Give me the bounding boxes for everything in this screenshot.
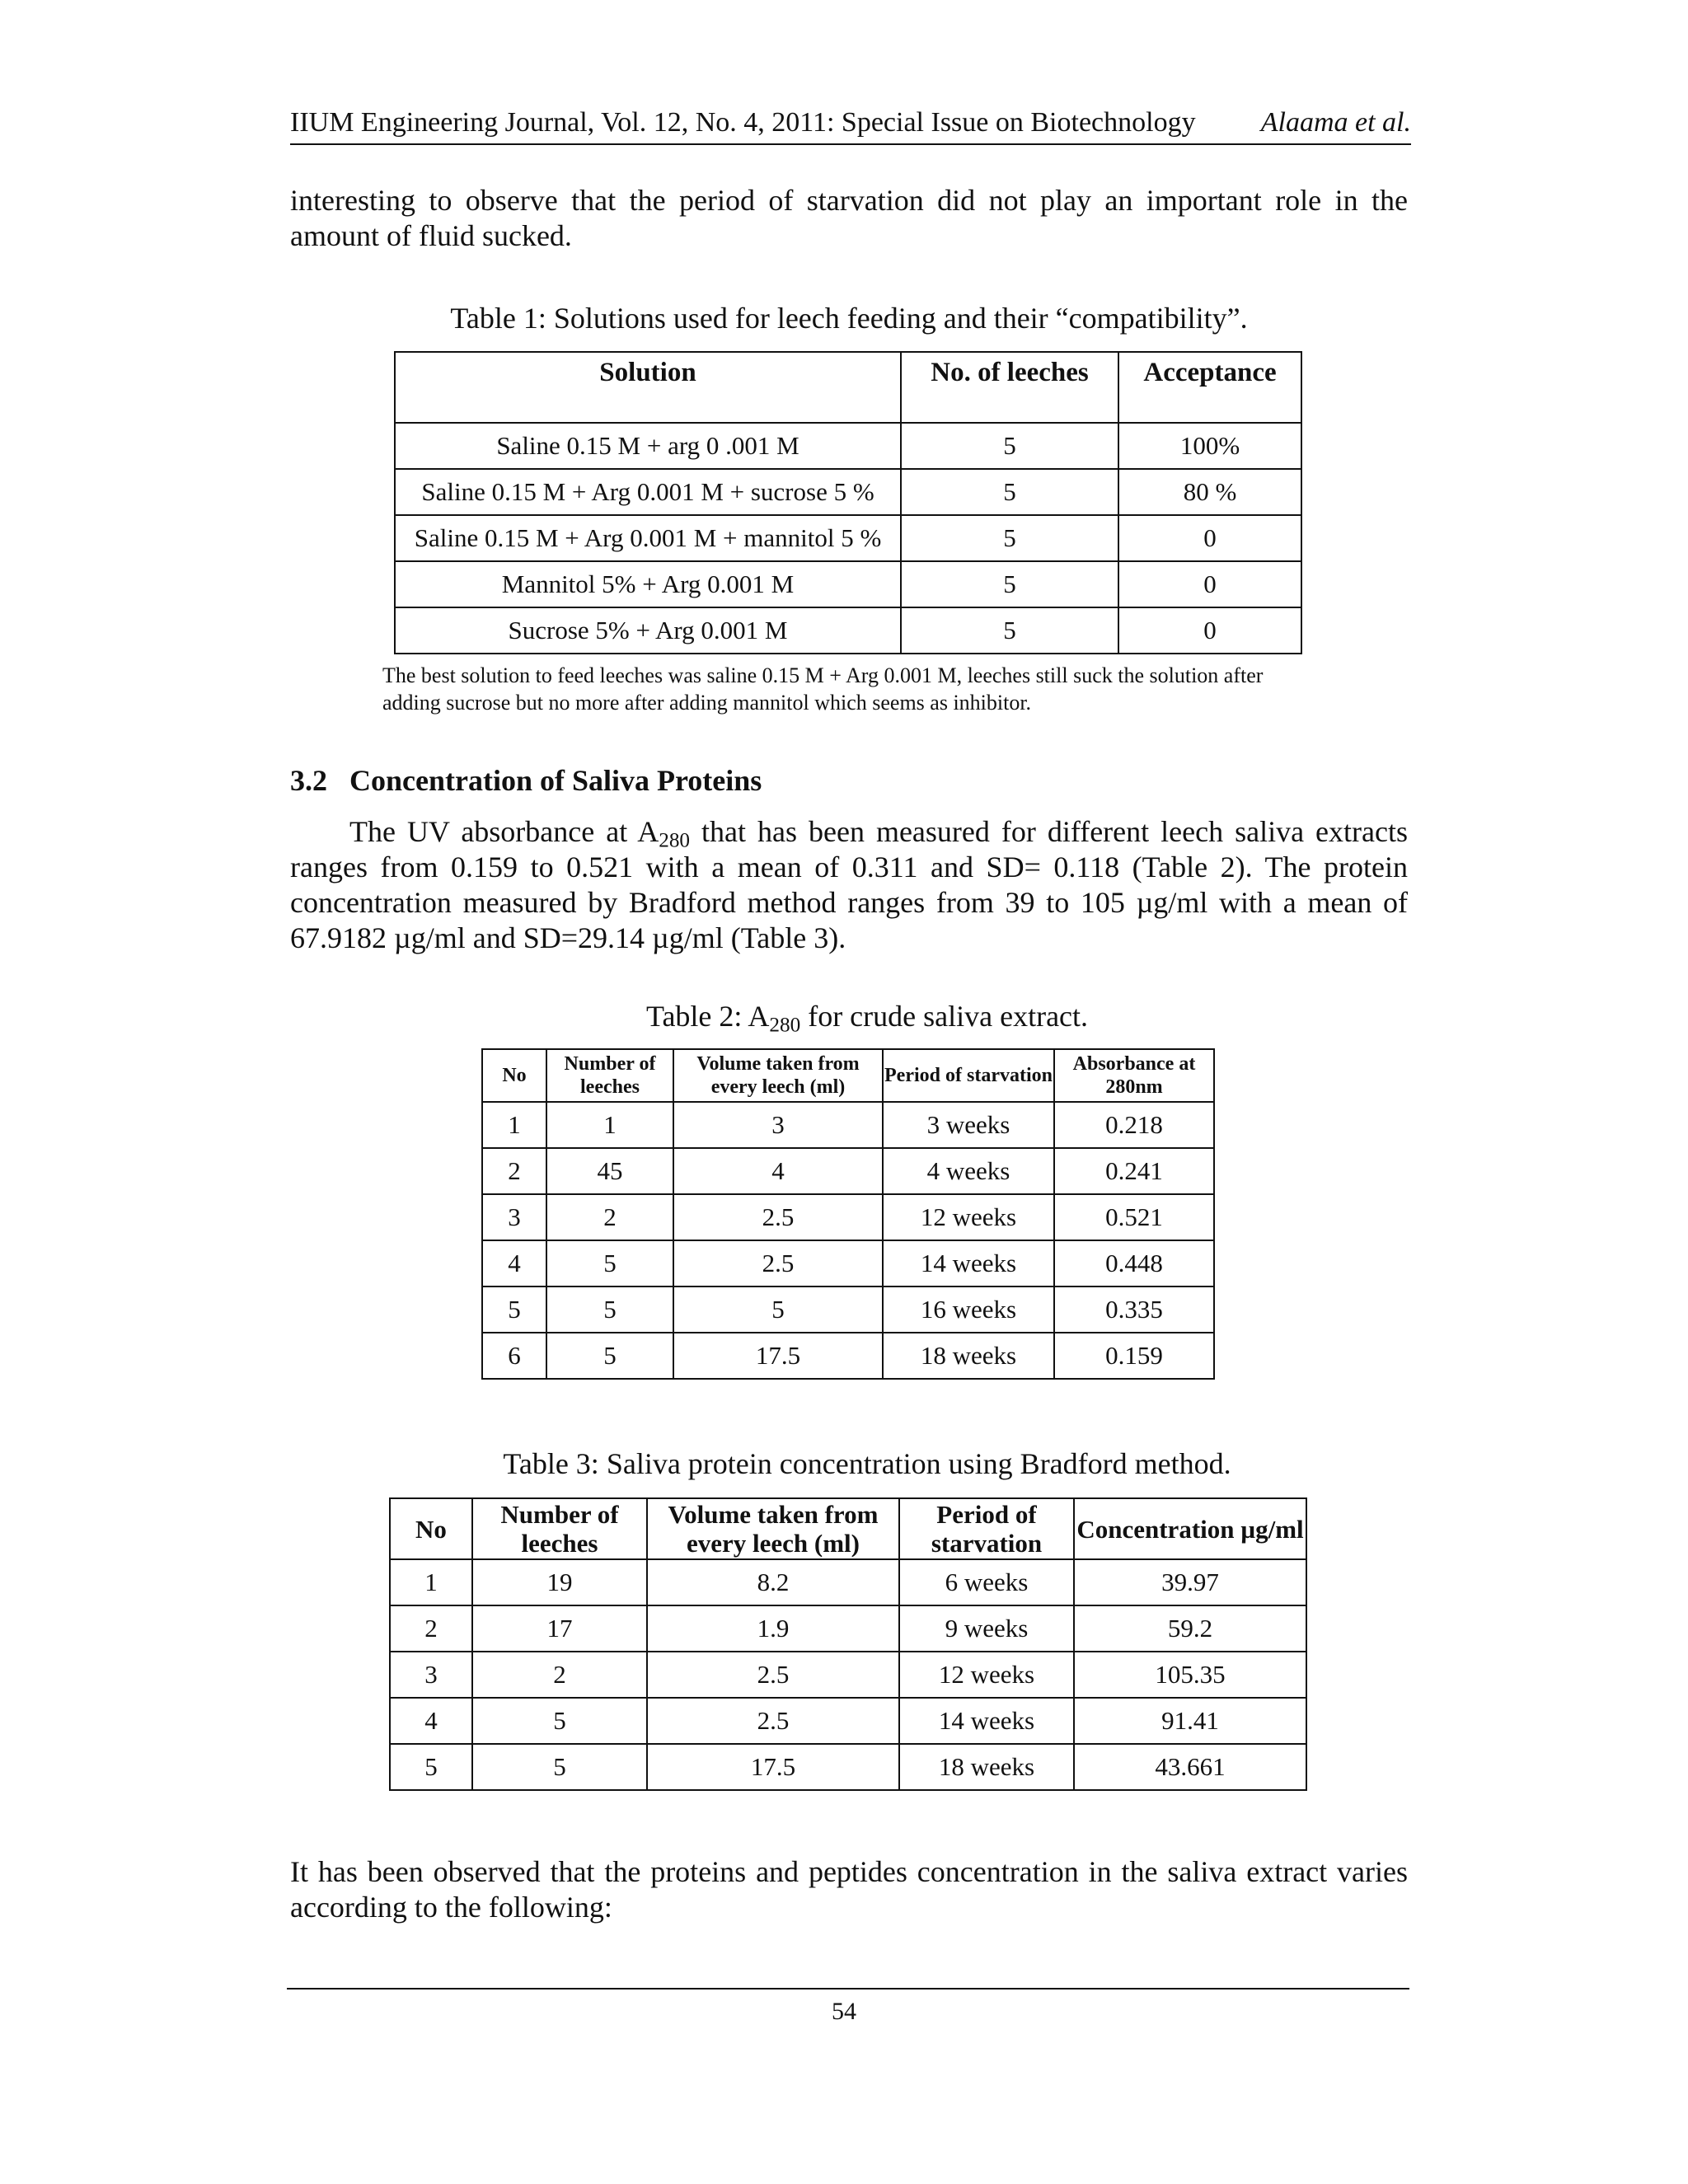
table-cell: 5: [673, 1286, 883, 1333]
table2-caption-text-2: for crude saliva extract.: [800, 1000, 1089, 1033]
table-cell: 17.5: [647, 1744, 899, 1790]
table1-header-solution: Solution: [395, 352, 901, 423]
table-cell: 0.218: [1054, 1102, 1214, 1148]
table-cell: 0: [1118, 607, 1301, 654]
table3-header-concentration: Concentration µg/ml: [1074, 1498, 1306, 1559]
table-cell: 5: [482, 1286, 546, 1333]
table-cell: 0.521: [1054, 1194, 1214, 1240]
table-cell: 19: [472, 1559, 647, 1605]
table-cell: 2.5: [647, 1698, 899, 1744]
table-cell: 5: [390, 1744, 472, 1790]
table-row: [482, 1240, 1214, 1286]
section-number: 3.2: [290, 764, 327, 797]
table-cell: 1.9: [647, 1605, 899, 1652]
table-cell: 2: [472, 1652, 647, 1698]
table-row: [395, 469, 1301, 515]
table-cell: 4: [482, 1240, 546, 1286]
table-cell: Saline 0.15 M + Arg 0.001 M + mannitol 5 %: [395, 515, 901, 561]
table3-header-row: [390, 1498, 1306, 1559]
table-cell: 12 weeks: [883, 1194, 1054, 1240]
table-cell: 3: [390, 1652, 472, 1698]
table3-header-no: No: [390, 1498, 472, 1559]
table3-header-period: Period of starvation: [899, 1498, 1074, 1559]
page-number: 54: [832, 1998, 856, 2025]
table-cell: 8.2: [647, 1559, 899, 1605]
table-cell: 2.5: [647, 1652, 899, 1698]
table-cell: 18 weeks: [899, 1744, 1074, 1790]
table-cell: 5: [472, 1744, 647, 1790]
table-cell: 1: [390, 1559, 472, 1605]
table-row: [482, 1333, 1214, 1379]
table-cell: Saline 0.15 M + arg 0 .001 M: [395, 423, 901, 469]
table-cell: 2.5: [673, 1194, 883, 1240]
table-cell: 2: [546, 1194, 673, 1240]
table3-header-volume: Volume taken from every leech (ml): [647, 1498, 899, 1559]
table3-header-leeches: Number of leeches: [472, 1498, 647, 1559]
table-cell: 0.241: [1054, 1148, 1214, 1194]
table-row: [482, 1194, 1214, 1240]
authors: Alaama et al.: [1260, 107, 1411, 138]
table1-header-acceptance: Acceptance: [1118, 352, 1301, 423]
table-cell: 18 weeks: [883, 1333, 1054, 1379]
table-row: [395, 561, 1301, 607]
table-row: [390, 1744, 1306, 1790]
table3-caption: Table 3: Saliva protein concentration using Bradford method.: [503, 1447, 1231, 1480]
table-cell: 1: [482, 1102, 546, 1148]
running-head: [290, 105, 1411, 145]
table-cell: 17: [472, 1605, 647, 1652]
table-cell: 3: [673, 1102, 883, 1148]
table2-caption-text-1: Table 2: A: [645, 1000, 770, 1033]
table-cell: 91.41: [1074, 1698, 1306, 1744]
table-row: [482, 1102, 1214, 1148]
table-cell: 9 weeks: [899, 1605, 1074, 1652]
section-paragraph: [290, 814, 1408, 956]
section-paragraph-text-1: The UV absorbance at A: [349, 815, 659, 848]
table2-header-no: No: [482, 1049, 546, 1102]
table-cell: 5: [546, 1286, 673, 1333]
table1-header-row: [395, 352, 1301, 423]
table-cell: 4: [390, 1698, 472, 1744]
table-cell: 0.335: [1054, 1286, 1214, 1333]
table-cell: 45: [546, 1148, 673, 1194]
table-row: [482, 1286, 1214, 1333]
table-cell: 5: [901, 515, 1118, 561]
table-cell: 2.5: [673, 1240, 883, 1286]
table-row: [395, 607, 1301, 654]
table-cell: 0: [1118, 561, 1301, 607]
table-cell: 5: [546, 1240, 673, 1286]
table-cell: Mannitol 5% + Arg 0.001 M: [395, 561, 901, 607]
table-cell: 5: [901, 469, 1118, 515]
table2-header-period: Period of starvation: [883, 1049, 1054, 1102]
table-cell: 43.661: [1074, 1744, 1306, 1790]
table-row: [395, 423, 1301, 469]
section-title: Concentration of Saliva Proteins: [349, 764, 762, 797]
table1-caption: Table 1: Solutions used for leech feeding and their “compatibility”.: [450, 302, 1248, 335]
table-row: [395, 515, 1301, 561]
section-paragraph-text-2: that has been measured for different leech saliva extracts ranges from 0.159 to 0.521 with a mean of 0.311 and SD= 0.118 (Table 2). The protein concentration measured by Bradford method ranges from 39 to 105 µg/ml with a mean of 67.9182 µg/ml and SD=29.14 µg/ml (Table 3).: [290, 815, 1408, 954]
table-cell: 39.97: [1074, 1559, 1306, 1605]
table3: [389, 1497, 1307, 1791]
table-row: [390, 1605, 1306, 1652]
closing-paragraph: It has been observed that the proteins and peptides concentration in the saliva extract varies according to the following:: [290, 1855, 1408, 1924]
table-cell: 2: [390, 1605, 472, 1652]
table-cell: 105.35: [1074, 1652, 1306, 1698]
table-row: [390, 1652, 1306, 1698]
table-row: [390, 1559, 1306, 1605]
subscript-280: 280: [659, 829, 691, 852]
table-cell: 4: [673, 1148, 883, 1194]
table2-caption: [290, 999, 1444, 1037]
table-cell: 0.159: [1054, 1333, 1214, 1379]
table2-caption-subscript: 280: [769, 1014, 801, 1037]
table-cell: 5: [901, 423, 1118, 469]
table-cell: 12 weeks: [899, 1652, 1074, 1698]
table-cell: 5: [901, 607, 1118, 654]
journal-title: IIUM Engineering Journal, Vol. 12, No. 4, 2011: Special Issue on Biotechnology: [290, 107, 1196, 138]
table2-header-leeches: Number of leeches: [546, 1049, 673, 1102]
footer-rule: [287, 1988, 1409, 1990]
table2: [481, 1048, 1215, 1380]
table-cell: Sucrose 5% + Arg 0.001 M: [395, 607, 901, 654]
table-cell: 0.448: [1054, 1240, 1214, 1286]
table-cell: 5: [901, 561, 1118, 607]
table1-note: The best solution to feed leeches was saline 0.15 M + Arg 0.001 M, leeches still suck the solution after adding sucrose but no more after adding mannitol which seems as inhibitor.: [382, 663, 1264, 715]
table2-header-absorbance: Absorbance at 280nm: [1054, 1049, 1214, 1102]
table-cell: 17.5: [673, 1333, 883, 1379]
table-cell: 6 weeks: [899, 1559, 1074, 1605]
table-cell: 2: [482, 1148, 546, 1194]
table-cell: 3: [482, 1194, 546, 1240]
table1-header-leeches: No. of leeches: [901, 352, 1118, 423]
table-cell: 59.2: [1074, 1605, 1306, 1652]
table-cell: 5: [472, 1698, 647, 1744]
table-row: [482, 1148, 1214, 1194]
table-cell: 14 weeks: [883, 1240, 1054, 1286]
table-cell: 1: [546, 1102, 673, 1148]
table2-header-row: [482, 1049, 1214, 1102]
table1: [394, 351, 1302, 654]
table-cell: 16 weeks: [883, 1286, 1054, 1333]
table-cell: 5: [546, 1333, 673, 1379]
table-cell: 4 weeks: [883, 1148, 1054, 1194]
table-cell: 3 weeks: [883, 1102, 1054, 1148]
table-cell: 80 %: [1118, 469, 1301, 515]
table2-header-volume: Volume taken from every leech (ml): [673, 1049, 883, 1102]
intro-paragraph: interesting to observe that the period of starvation did not play an important role in the amount of fluid sucked.: [290, 184, 1408, 252]
table-cell: 100%: [1118, 423, 1301, 469]
section-heading: [290, 763, 762, 798]
table-cell: Saline 0.15 M + Arg 0.001 M + sucrose 5 %: [395, 469, 901, 515]
table-cell: 14 weeks: [899, 1698, 1074, 1744]
table-cell: 0: [1118, 515, 1301, 561]
table-row: [390, 1698, 1306, 1744]
table-cell: 6: [482, 1333, 546, 1379]
